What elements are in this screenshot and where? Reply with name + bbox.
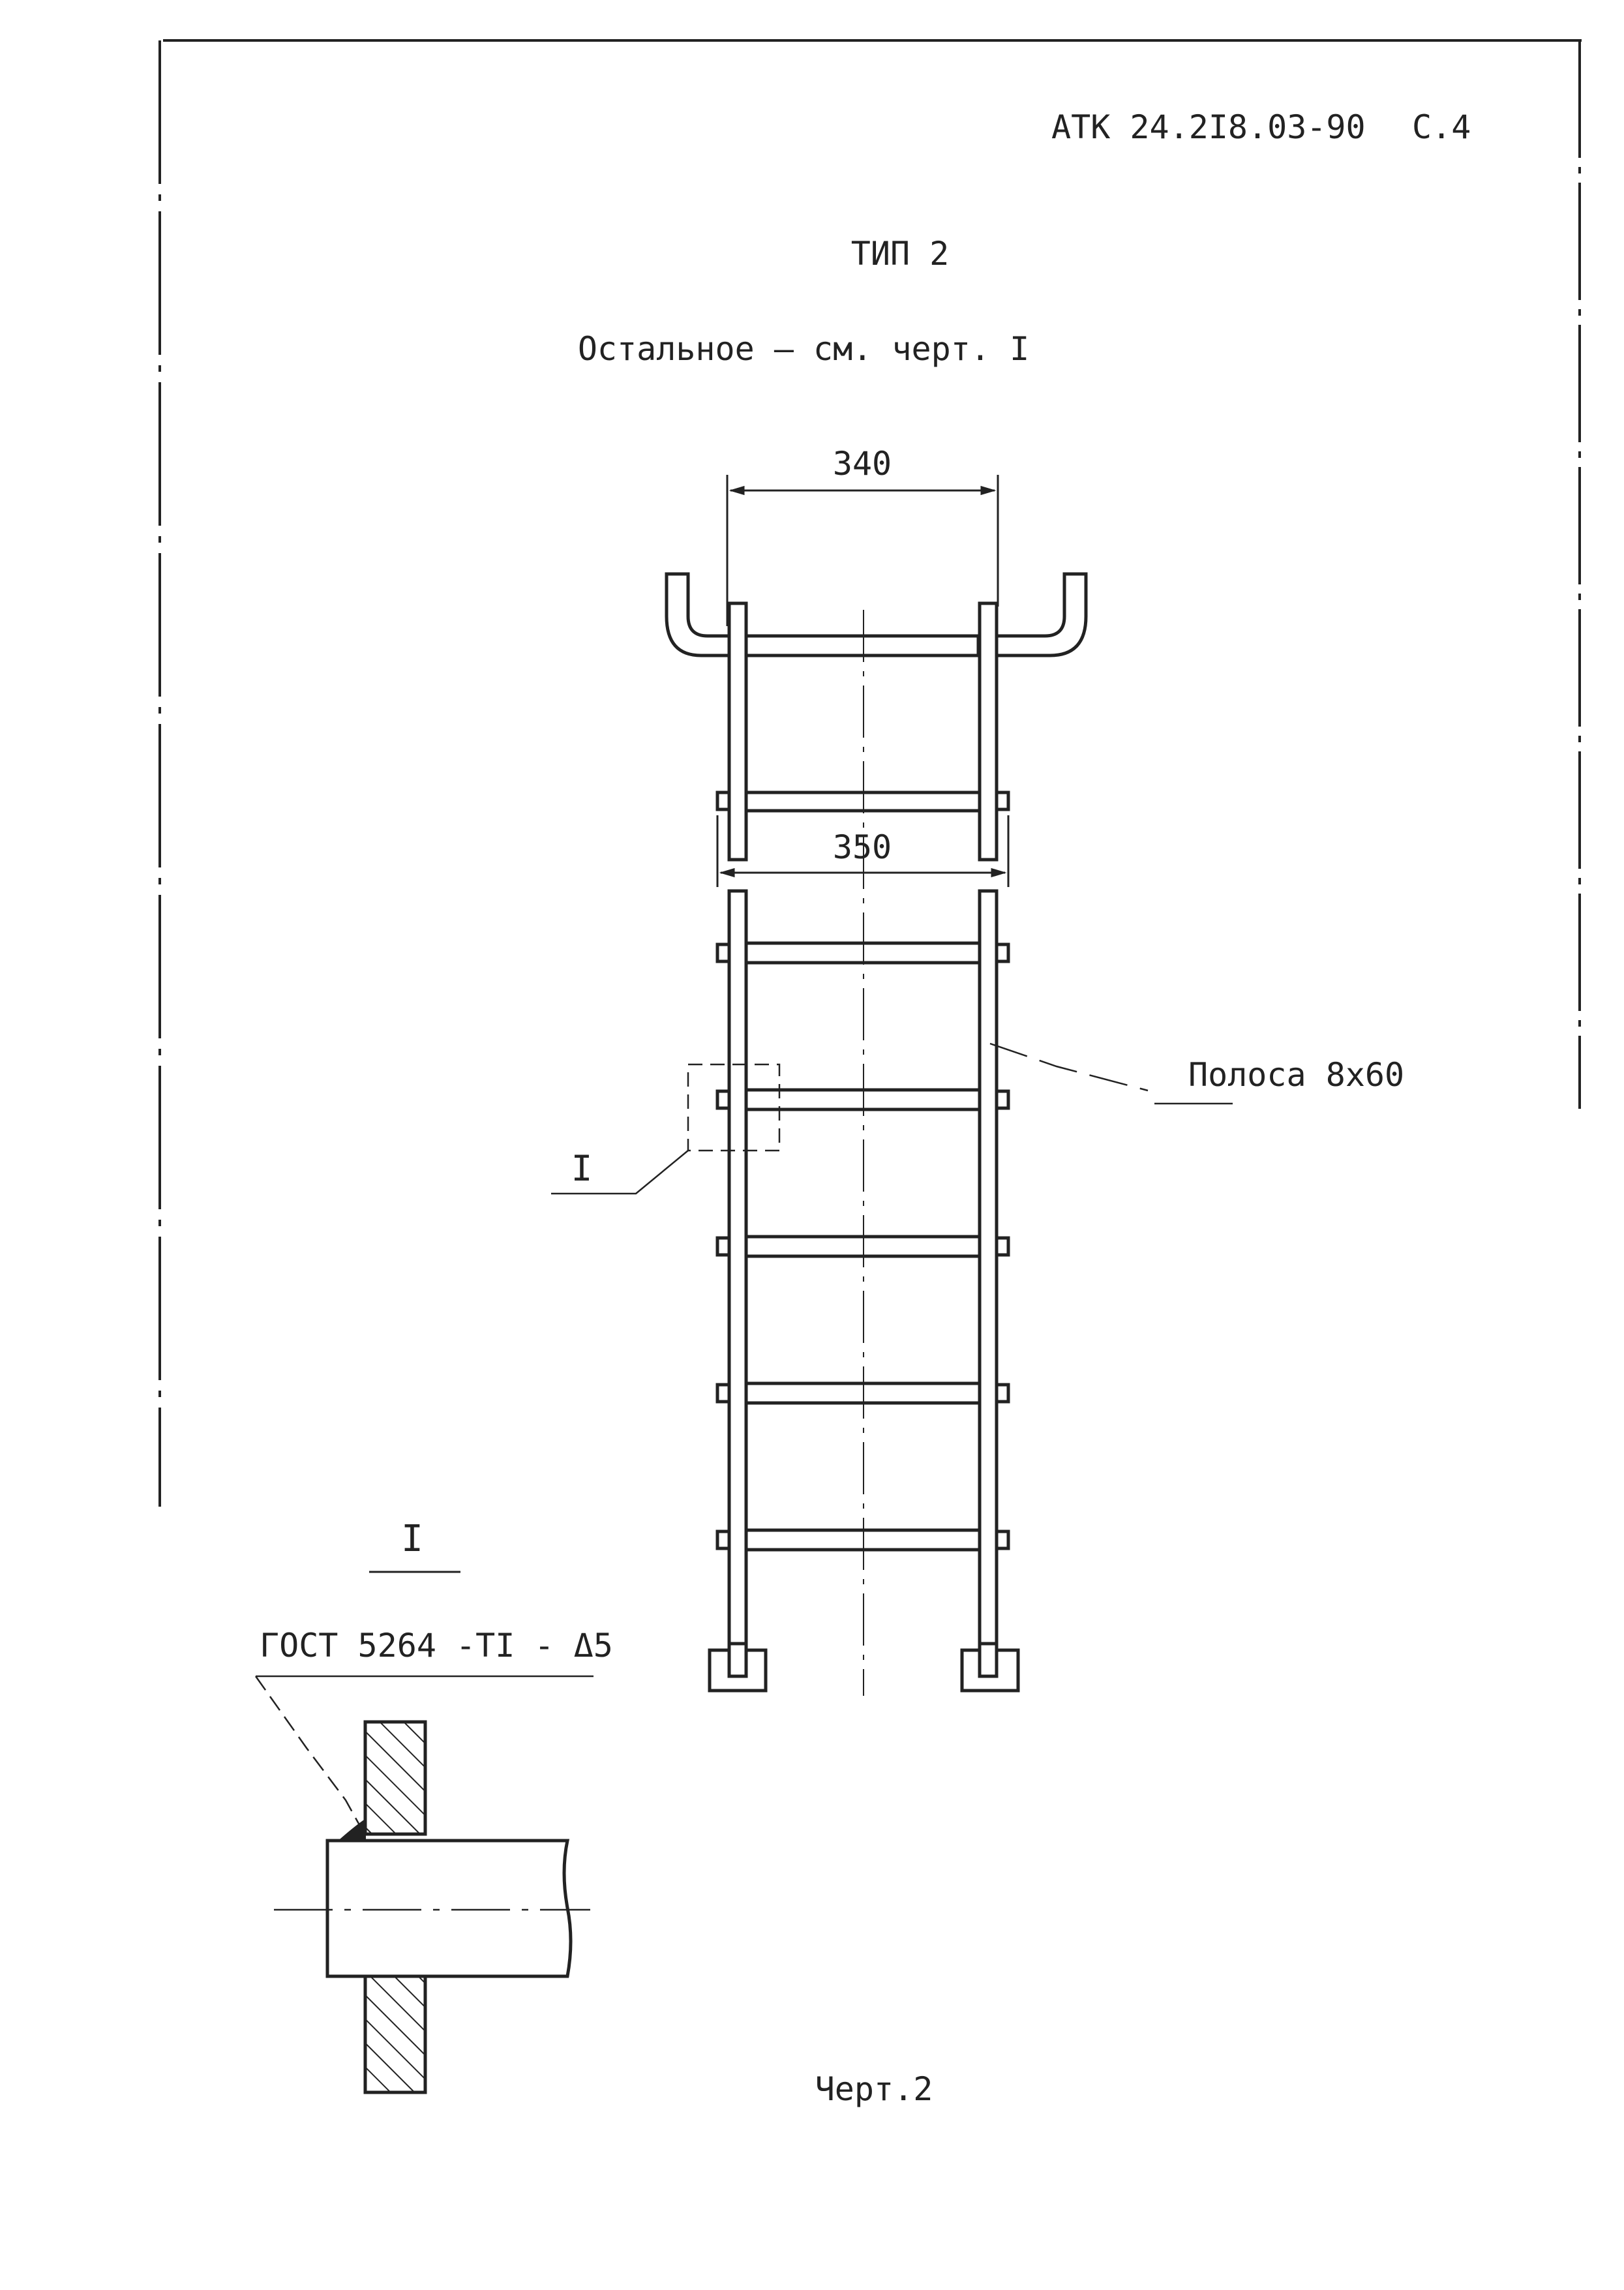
dimension-350-label: 350: [832, 828, 892, 866]
weld-bead: [339, 1820, 365, 1841]
detail-section: [327, 1722, 571, 2092]
stringer-left-upper: [729, 603, 746, 860]
foot-right-stub: [980, 1644, 997, 1676]
strip-section-upper: [365, 1722, 425, 1834]
dimension-340-label: 340: [832, 445, 892, 483]
drawing-title: ТИП 2: [850, 235, 950, 273]
rung-section: [327, 1841, 571, 1976]
foot-left-stub: [729, 1644, 746, 1676]
strip-label: Полоса 8х60: [1188, 1056, 1405, 1094]
handrail-hook-left: [667, 574, 734, 655]
figure-caption: Черт.2: [815, 2070, 933, 2108]
stringer-right-upper: [980, 603, 997, 860]
stringer-left-lower: [729, 891, 746, 1677]
weld-note-text: ГОСТ 5264 -ТI -: [260, 1627, 574, 1665]
weld-size: 5: [593, 1627, 613, 1665]
drawing-subtitle: Остальное – см. черт. I: [577, 330, 1030, 368]
dimension-340: [727, 475, 998, 626]
ladder-elevation: [667, 574, 1086, 1691]
detail-ref-label: I: [571, 1148, 593, 1189]
stringer-right-lower: [980, 891, 997, 1677]
top-crossbar: [734, 636, 978, 655]
sheet-number: С.4: [1412, 108, 1471, 146]
detail-title: I: [401, 1518, 423, 1560]
strip-section-lower: [365, 1976, 425, 2092]
weld-symbol: Δ: [573, 1627, 594, 1665]
weld-note: [260, 1627, 613, 1665]
doc-code: АТК 24.2I8.03-90: [1051, 108, 1366, 146]
